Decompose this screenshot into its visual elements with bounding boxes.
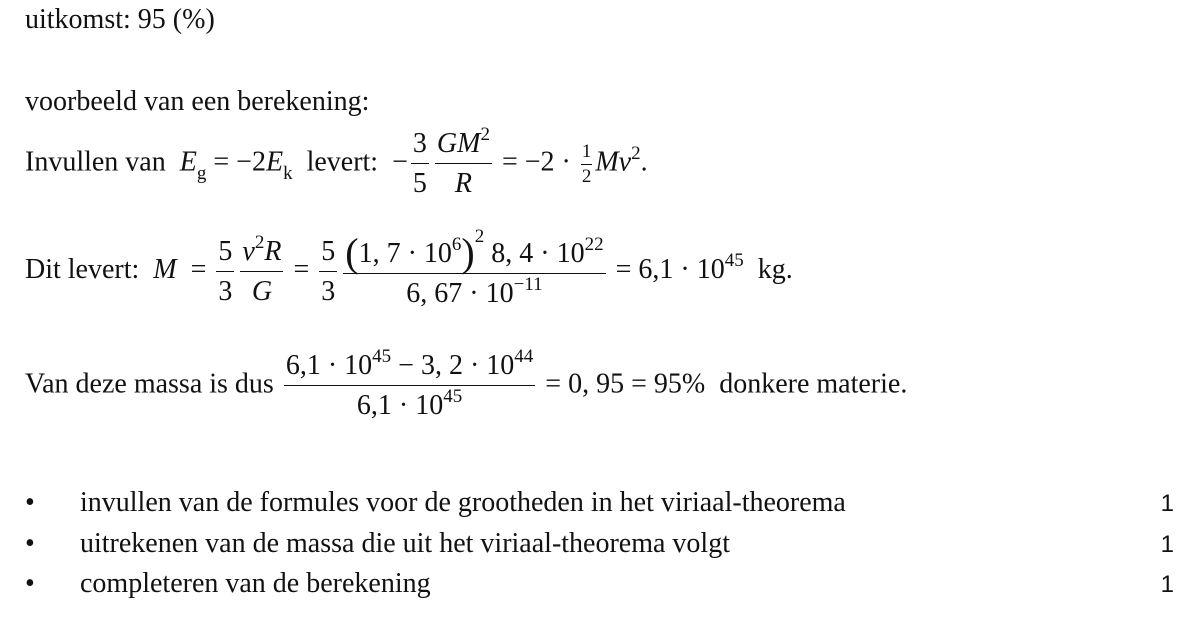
step2-unit: kg. (757, 254, 793, 286)
bullet-icon: • (25, 528, 35, 559)
step3-prefix: Van deze massa is dus (25, 368, 274, 400)
step2-symbolic-fraction: $\frac{v^2R}{G}$ (242, 231, 282, 307)
outcome-line: uitkomst: 95 (%) (25, 4, 215, 35)
step3-suffix: donkere materie. (719, 368, 908, 400)
step3-result: = 0, 95 = 95% (545, 368, 706, 400)
criteria-text: completeren van de berekening (80, 568, 431, 599)
bullet-icon: • (25, 568, 35, 599)
step3-equation-line (25, 346, 908, 422)
criteria-score: 1 (1160, 531, 1174, 558)
step2-coef2-fraction: $\frac{5}{3}$ (321, 235, 336, 307)
step2-coef-fraction: $\frac{5}{3}$ (218, 235, 233, 307)
step2-numeric-fraction: $\frac{(1, 7 \cdot 10^6)^2 8, 4 \cdot 10^{22}}{6, 67 \cdot 10^{-11}}$ (345, 226, 604, 310)
step2-equation-line: Dit levert: M = $\frac{5}{3}$ $\frac{v^2R}{G}$ = $\frac{5}{3}$ $\frac{(1, 7 \cdot 10^6)^2 8, 4 \cdot 10^{22}}{6, 67 \cdot 10^{-11}}$ = $6,1 \cdot 10^{45}$ kg. (25, 226, 793, 310)
bullet-icon: • (25, 487, 35, 518)
criteria-score: 1 (1160, 490, 1174, 517)
step2-prefix: Dit levert: (25, 254, 140, 286)
step1-rhs: = −2 · (501, 146, 571, 178)
criteria-text: uitrekenen van de massa die uit het viriaal-theorema volgt (80, 528, 730, 559)
step3-fraction: $\frac{6,1 \cdot 10^{45} - 3, 2 \cdot 10^{44}}{6,1 \cdot 10^{45}}$ (285, 346, 534, 422)
step1-middle: levert: (306, 146, 379, 178)
criteria-score: 1 (1160, 571, 1174, 598)
step1-coef-fraction: $\frac{3}{5}$ (412, 128, 427, 200)
step1-main-fraction: $\frac{GM^2}{R}$ (436, 124, 490, 200)
step2-result: = 6,1 · 10 (615, 254, 725, 286)
step1-equation-line: Invullen van $E_g = -2E_k$ levert: − $\frac{3}{5}$ $\frac{GM^2}{R}$ = −2 · $\frac{1}{2}$ Mv$^2$. (25, 124, 648, 200)
example-heading: voorbeeld van een berekening: (25, 86, 370, 117)
step1-eq-eg: = −2 (213, 146, 266, 178)
step1-half-fraction: $\frac{1}{2}$ (581, 140, 592, 187)
step1-prefix: Invullen van (25, 146, 166, 178)
criteria-text: invullen van de formules voor de grootheden in het viriaal-theorema (80, 487, 846, 518)
